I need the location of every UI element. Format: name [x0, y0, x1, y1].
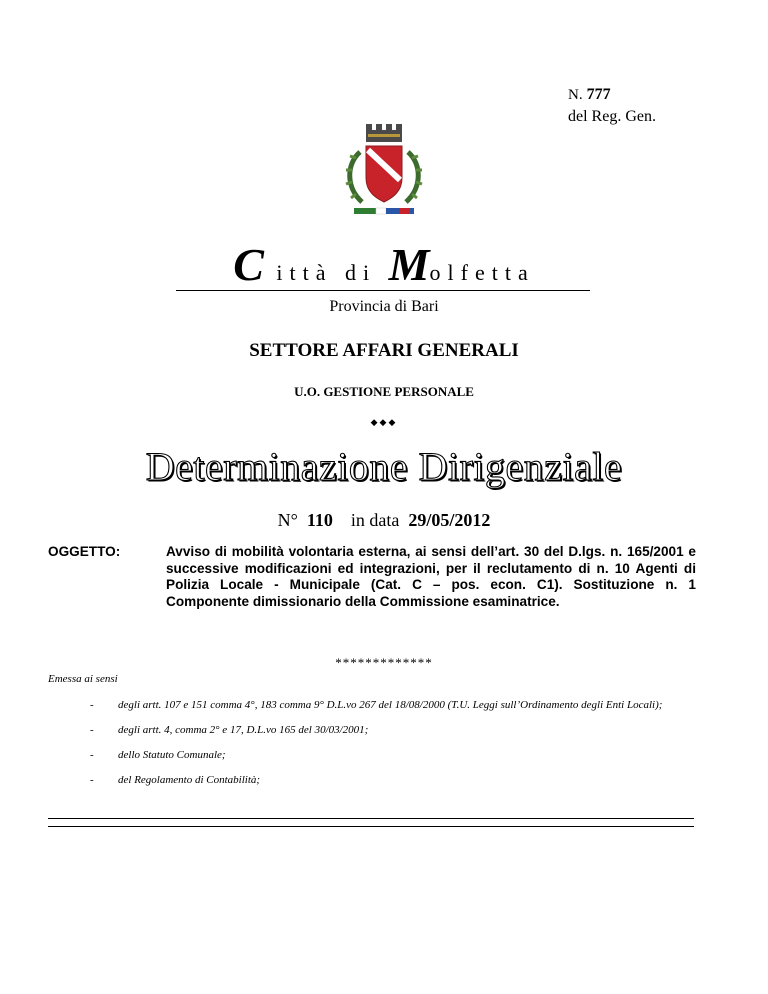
separator-diamonds: ◆◆◆ — [370, 417, 398, 427]
registry-n-label: N. — [568, 87, 583, 103]
legal-ref-text: dello Statuto Comunale; — [118, 749, 226, 761]
city-name-part2: olfetta — [429, 260, 535, 285]
unit-heading: U.O. GESTIONE PERSONALE — [294, 384, 474, 399]
stars-separator: ************* — [335, 655, 433, 670]
document-type-title: Determinazione Dirigenziale — [145, 444, 623, 489]
list-dash: - — [90, 699, 94, 711]
city-initial-m: M — [388, 239, 430, 290]
sector-heading: SETTORE AFFARI GENERALI — [249, 340, 519, 361]
city-name — [0, 238, 768, 291]
subject-block — [48, 544, 696, 610]
list-item — [90, 720, 710, 741]
registry-label: del Reg. Gen. — [568, 108, 656, 125]
registry-number-line — [568, 84, 656, 106]
footer-rule-thick — [48, 826, 694, 827]
subject-label: OGGETTO: — [48, 544, 121, 559]
determination-date: 29/05/2012 — [408, 510, 491, 530]
legal-ref-text: degli artt. 4, comma 2° e 17, D.L.vo 165 del 30/03/2001; — [118, 724, 369, 736]
province: Provincia di Bari — [329, 298, 439, 315]
determination-date-label: in data — [350, 510, 400, 530]
determination-n-label: N° — [277, 510, 298, 530]
determination-number: 110 — [306, 510, 333, 530]
issued-label: Emessa ai sensi — [48, 673, 118, 685]
list-dash: - — [90, 724, 94, 736]
determination-number-line — [0, 510, 768, 531]
subject-text: Avviso di mobilità volontaria esterna, ai sensi dell’art. 30 del D.lgs. n. 165/2001 e successive modificazioni ed integrazioni, per il reclutamento di n. 10 Agenti di Polizia Locale - Municipale (Cat. C – pos. econ. C1). Sostituzione n. 1 Componente dimissionario della Commissione esaminatrice. — [166, 544, 696, 609]
legal-references-list — [90, 695, 710, 795]
city-initial-c: C — [233, 239, 264, 290]
registry-block — [568, 84, 656, 128]
list-dash: - — [90, 749, 94, 761]
city-name-part1: ittà di — [276, 260, 377, 285]
footer-rule-thin — [48, 818, 694, 819]
registry-number: 777 — [586, 86, 611, 103]
list-item — [90, 770, 710, 791]
list-dash: - — [90, 774, 94, 786]
list-item — [90, 745, 710, 766]
legal-ref-text: degli artt. 107 e 151 comma 4°, 183 comma 9° D.L.vo 267 del 18/08/2000 (T.U. Leggi sull’Ordinamento degli Enti Locali); — [118, 699, 663, 711]
city-underline — [176, 290, 590, 291]
city-coat-of-arms-icon — [338, 122, 430, 222]
legal-ref-text: del Regolamento di Contabilità; — [118, 774, 261, 786]
list-item — [90, 695, 710, 716]
